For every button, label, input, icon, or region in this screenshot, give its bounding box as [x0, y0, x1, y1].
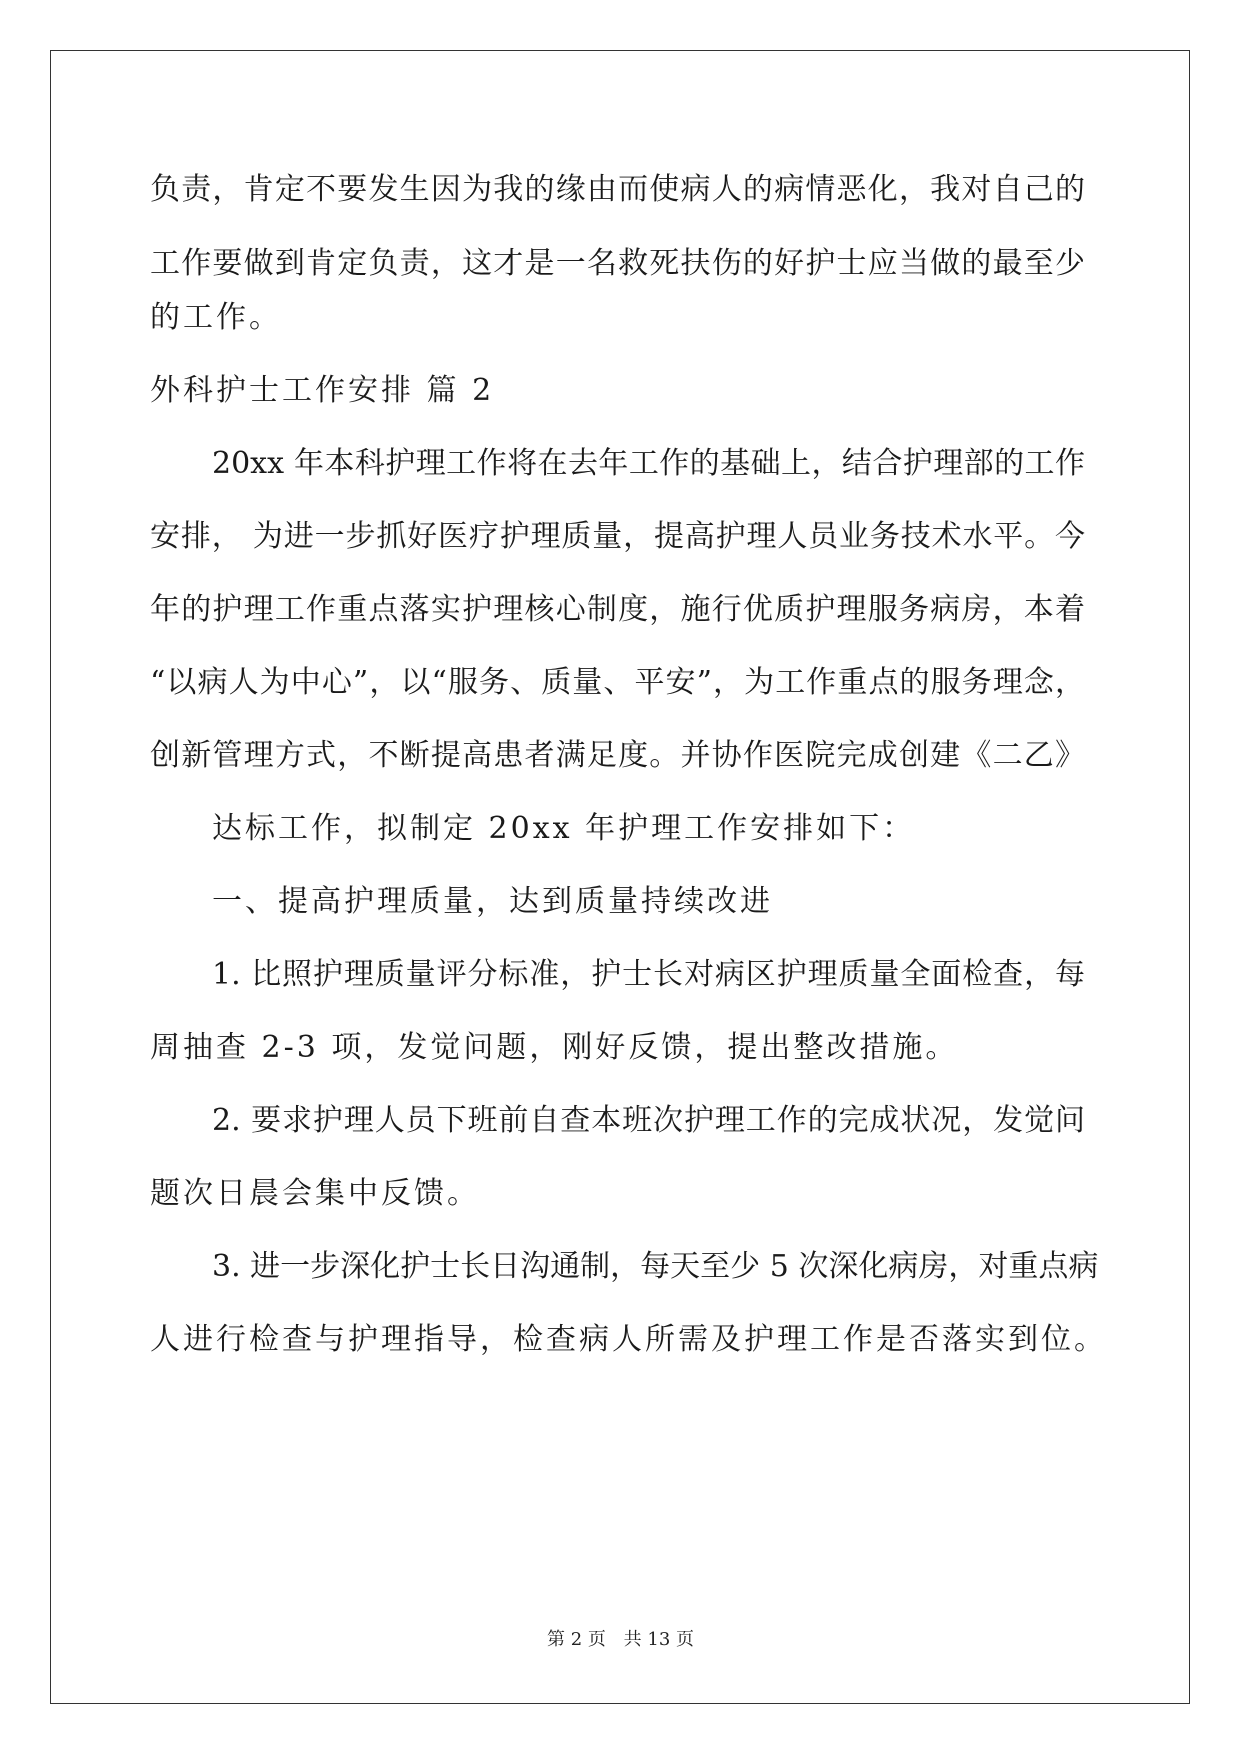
list-item-line: 2. 要求护理人员下班前自查本班次护理工作的完成状况，发觉问: [212, 1103, 1085, 1138]
body-text-line: 安排， 为进一步抓好医疗护理质量，提高护理人员业务技术水平。今: [150, 519, 1085, 554]
body-text-line: 20xx 年本科护理工作将在去年工作的基础上，结合护理部的工作: [212, 446, 1085, 481]
list-item-line: 1. 比照护理质量评分标准，护士长对病区护理质量全面检查，每: [212, 957, 1085, 992]
body-text-line: 的工作。: [150, 300, 282, 335]
list-heading: 一、提高护理质量，达到质量持续改进: [212, 884, 773, 919]
body-text-line: 创新管理方式，不断提高患者满足度。并协作医院完成创建《二乙》: [150, 738, 1085, 773]
page-total: 共 13 页: [623, 1629, 694, 1650]
page-footer: [0, 1628, 1241, 1652]
list-item-line: 人进行检查与护理指导，检查病人所需及护理工作是否落实到位。: [150, 1322, 1107, 1357]
body-text-line: 年的护理工作重点落实护理核心制度，施行优质护理服务病房，本着: [150, 592, 1085, 627]
body-text-line: “以病人为中心”，以“服务、质量、平安”，为工作重点的服务理念，: [150, 665, 1085, 700]
section-heading: 外科护士工作安排 篇 2: [150, 373, 495, 408]
body-text-line: 达标工作，拟制定 20xx 年护理工作安排如下：: [212, 811, 916, 846]
list-item-line: 周抽查 2-3 项，发觉问题，刚好反馈，提出整改措施。: [150, 1030, 959, 1065]
body-text-line: 负责，肯定不要发生因为我的缘由而使病人的病情恶化，我对自己的: [150, 172, 1085, 207]
list-item-line: 题次日晨会集中反馈。: [150, 1176, 480, 1211]
list-item-line: 3. 进一步深化护士长日沟通制，每天至少 5 次深化病房，对重点病: [212, 1249, 1099, 1284]
page-number: 第 2 页: [547, 1629, 606, 1650]
body-text-line: 工作要做到肯定负责，这才是一名救死扶伤的好护士应当做的最至少: [150, 246, 1085, 281]
